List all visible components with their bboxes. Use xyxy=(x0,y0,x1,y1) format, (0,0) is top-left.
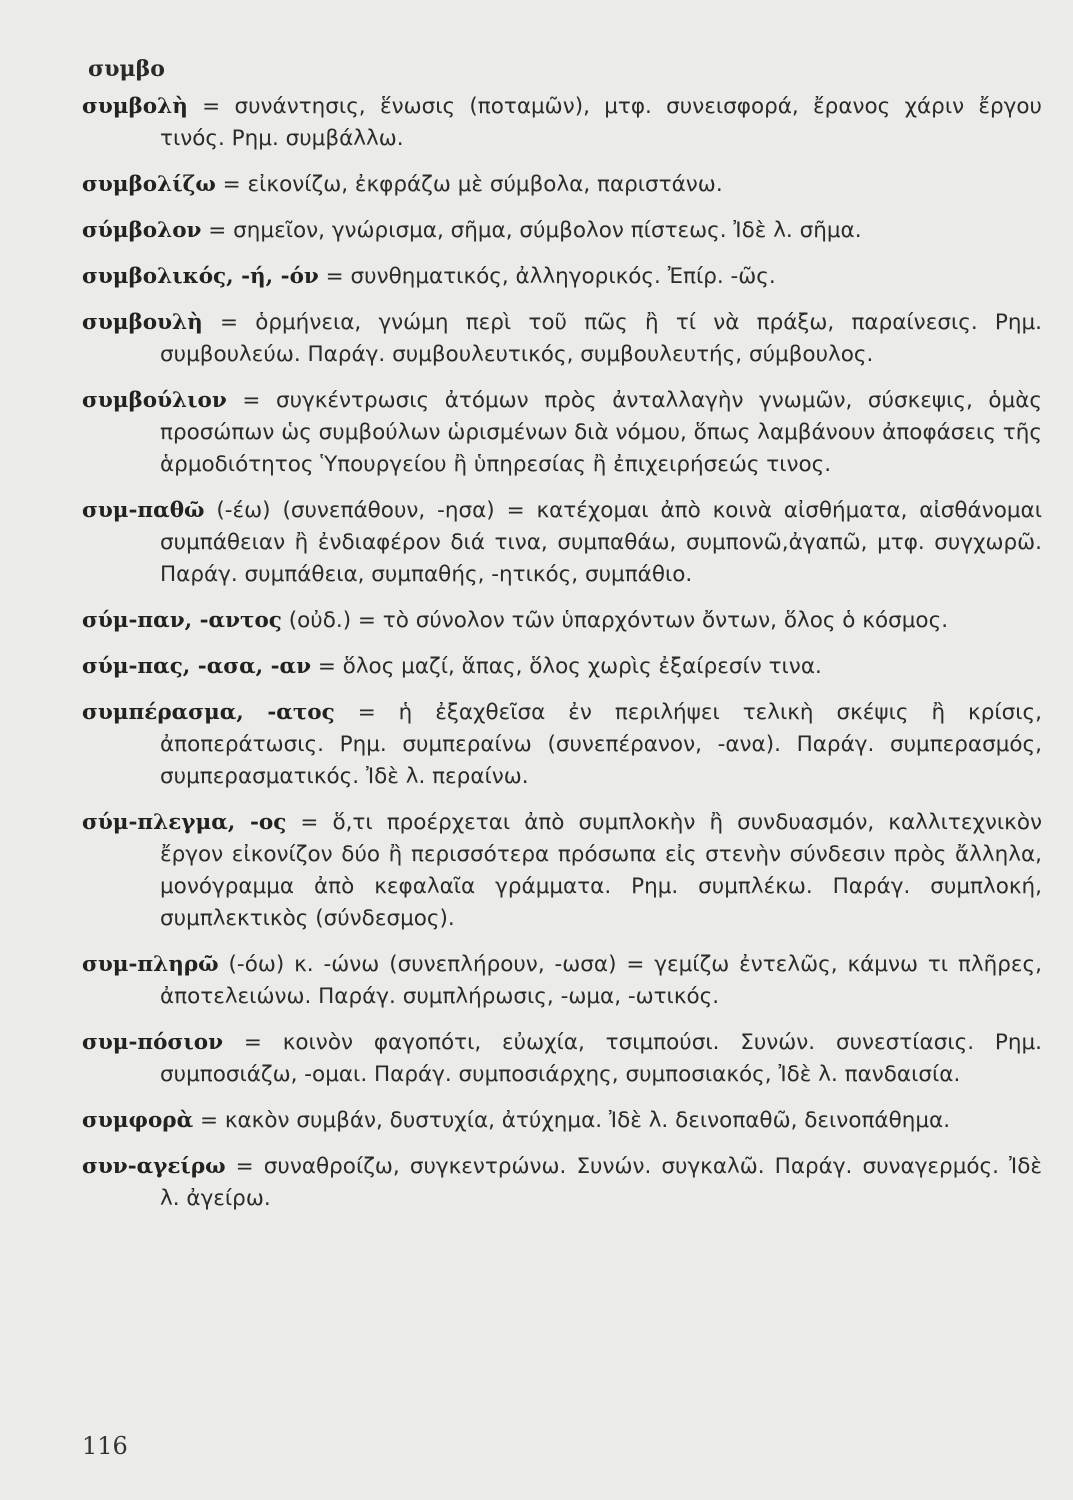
dictionary-entry xyxy=(82,1151,1042,1215)
page-number: 116 xyxy=(82,1432,128,1460)
entry-definition: (-όω) κ. -ώνω (συνεπλήρουν, -ωσα) = γεμίζω ἐντελῶς, κάμνω τι πλῆρες, ἀποτελειώνω. Παράγ. συμπλήρωσις, -ωμα, -ωτικός. xyxy=(160,952,1042,1009)
dictionary-entry xyxy=(82,307,1042,371)
entry-headword: συμβολίζω xyxy=(82,172,216,197)
entry-headword: συμβουλὴ xyxy=(82,310,203,335)
entry-headword: συμβούλιον xyxy=(82,388,227,413)
entry-headword: συμ-πληρῶ xyxy=(82,952,219,977)
entry-definition: = ὁρμήνεια, γνώμη περὶ τοῦ πῶς ἢ τί νὰ πράξω, παραίνεσις. Ρημ. συμβουλεύω. Παράγ. συμβουλευτικός, συμβουλευτής, σύμβουλος. xyxy=(160,310,1042,367)
entry-definition: = κοινὸν φαγοπότι, εὐωχία, τσιμπούσι. Συνών. συνεστίασις. Ρημ. συμποσιάζω, -ομαι. Παράγ. συμποσιάρχης, συμποσιακός, Ἰδὲ λ. πανδαισία. xyxy=(160,1030,1042,1087)
entry-definition: = συγκέντρωσις ἀτόμων πρὸς ἀνταλλαγὴν γνωμῶν, σύσκεψις, ὁμὰς προσώπων ὡς συμβούλων ὡρισμένων διὰ νόμου, ὅπως λαμβάνουν ἀποφάσεις τῆς ἁρμοδιότητος Ὑπουργείου ἢ ὑπηρεσίας ἢ ἐπιχειρήσεώς τινος. xyxy=(160,388,1042,477)
entry-headword: σύμ-πλεγμα, -ος xyxy=(82,810,287,835)
dictionary-entry xyxy=(82,91,1042,155)
running-head: συμβο xyxy=(88,56,165,82)
dictionary-entry xyxy=(82,385,1042,481)
dictionary-entry xyxy=(82,949,1042,1013)
entry-headword: συμφορὰ xyxy=(82,1108,194,1133)
entry-headword: συμ-παθῶ xyxy=(82,498,205,523)
entry-headword: συμπέρασμα, -ατος xyxy=(82,700,335,725)
entry-definition: = κακὸν συμβάν, δυστυχία, ἀτύχημα. Ἰδὲ λ. δεινοπαθῶ, δεινοπάθημα. xyxy=(193,1108,951,1133)
entry-headword: συμβολικός, -ή, -όν xyxy=(82,264,319,289)
dictionary-entry xyxy=(82,807,1042,935)
entry-headword: σύμ-παν, -αντος xyxy=(82,608,282,633)
dictionary-entry xyxy=(82,169,1042,201)
dictionary-entry xyxy=(82,1105,1042,1137)
entry-definition: = συνθηματικός, ἀλληγορικός. Ἐπίρ. -ῶς. xyxy=(318,264,776,289)
dictionary-entry xyxy=(82,697,1042,793)
entry-definition: = ὅ,τι προέρχεται ἀπὸ συμπλοκὴν ἢ συνδυασμόν, καλλιτεχνικὸν ἔργον εἰκονίζον δύο ἢ περισσότερα πρόσωπα εἰς στενὴν σύνδεσιν πρὸς ἄλληλα, μονόγραμμα ἀπὸ κεφαλαῖα γράμματα. Ρημ. συμπλέκω. Παράγ. συμπλοκή, συμπλεκτικὸς (σύνδεσμος). xyxy=(160,810,1042,931)
entry-definition: = ἡ ἐξαχθεῖσα ἐν περιλήψει τελικὴ σκέψις ἢ κρίσις, ἀποπεράτωσις. Ρημ. συμπεραίνω (συνεπέρανον, -ανα). Παράγ. συμπερασμός, συμπερασματικός. Ἰδὲ λ. περαίνω. xyxy=(160,700,1042,789)
entry-definition: = συναθροίζω, συγκεντρώνω. Συνών. συγκαλῶ. Παράγ. συναγερμός. Ἰδὲ λ. ἀγείρω. xyxy=(160,1154,1042,1211)
entry-definition: = σημεῖον, γνώρισμα, σῆμα, σύμβολον πίστεως. Ἰδὲ λ. σῆμα. xyxy=(201,218,862,243)
dictionary-entry xyxy=(82,605,1042,637)
entry-list xyxy=(82,91,1042,1229)
entry-definition: (-έω) (συνεπάθουν, -ησα) = κατέχομαι ἀπὸ κοινὰ αἰσθήματα, αἰσθάνομαι συμπάθειαν ἢ ἐνδιαφέρον διά τινα, συμπαθάω, συμπονῶ,ἀγαπῶ, μτφ. συγχωρῶ. Παράγ. συμπάθεια, συμπαθής, -ητικός, συμπάθιο. xyxy=(160,498,1042,587)
entry-headword: συμβολὴ xyxy=(82,94,188,119)
dictionary-entry xyxy=(82,215,1042,247)
entry-headword: σύμβολον xyxy=(82,218,202,243)
entry-headword: συμ-πόσιον xyxy=(82,1030,224,1055)
entry-definition: = συνάντησις, ἕνωσις (ποταμῶν), μτφ. συνεισφορά, ἔρανος χάριν ἔργου τινός. Ρημ. συμβάλλω. xyxy=(160,94,1042,151)
dictionary-entry xyxy=(82,1027,1042,1091)
entry-headword: συν-αγείρω xyxy=(82,1154,226,1179)
dictionary-entry xyxy=(82,261,1042,293)
dictionary-entry xyxy=(82,495,1042,591)
entry-definition: = εἰκονίζω, ἐκφράζω μὲ σύμβολα, παριστάνω. xyxy=(215,172,723,197)
dictionary-entry xyxy=(82,651,1042,683)
entry-definition: = ὅλος μαζί, ἅπας, ὅλος χωρὶς ἐξαίρεσίν τινα. xyxy=(311,654,822,679)
entry-headword: σύμ-πας, -ασα, -αν xyxy=(82,654,311,679)
entry-definition: (οὐδ.) = τὸ σύνολον τῶν ὑπαρχόντων ὄντων, ὅλος ὁ κόσμος. xyxy=(281,608,949,633)
